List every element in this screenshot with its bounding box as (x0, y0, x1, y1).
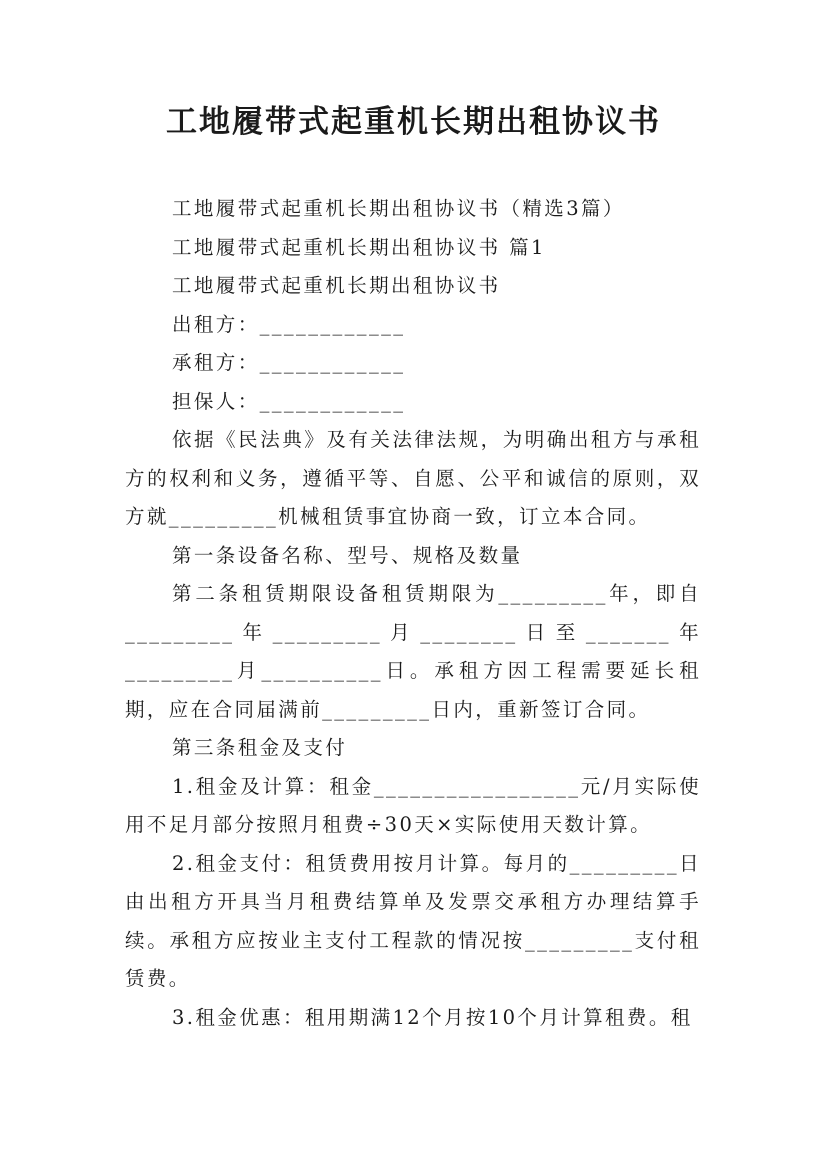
clause-3-item-2: 2.租金支付：租赁费用按月计算。每月的_________日由出租方开具当月租费结算单及发票交承租方办理结算手续。承租方应按业主支付工程款的情况按_________支付租赁费。 (125, 851, 701, 990)
clause-3-heading: 第三条租金及支付 (172, 736, 348, 759)
clause-3-item-3: 3.租金优惠：租用期满12个月按10个月计算租费。租 (172, 1005, 693, 1029)
paragraph-article-heading: 工地履带式起重机长期出租协议书 篇1 (172, 235, 546, 259)
guarantor-field: 担保人：____________ (172, 389, 406, 413)
clause-2-lease-term: 第二条租赁期限设备租赁期限为_________年，即自_________年_________月________日至_______年_________月__________日。承租方因工程需要延长租期，应在合同届满前_________日内，重新签订合同。 (125, 582, 701, 721)
lessor-field: 出租方：____________ (172, 312, 406, 336)
clause-3-item-1: 1.租金及计算：租金_________________元/月实际使用不足月部分按照月租费÷30天×实际使用天数计算。 (125, 774, 701, 836)
document-title: 工地履带式起重机长期出租协议书 (166, 104, 661, 140)
document-body (125, 190, 701, 1037)
clause-1-heading: 第一条设备名称、型号、规格及数量 (172, 543, 523, 567)
lessee-field: 承租方：____________ (172, 351, 406, 374)
paragraph-agreement-name: 工地履带式起重机长期出租协议书 (172, 274, 501, 297)
paragraph-collection-heading: 工地履带式起重机长期出租协议书（精选3篇） (172, 197, 625, 220)
paragraph-preamble: 依据《民法典》及有关法律法规，为明确出租方与承租方的权利和义务，遵循平等、自愿、公平和诚信的原则，双方就_________机械租赁事宜协商一致，订立本合同。 (125, 428, 701, 528)
